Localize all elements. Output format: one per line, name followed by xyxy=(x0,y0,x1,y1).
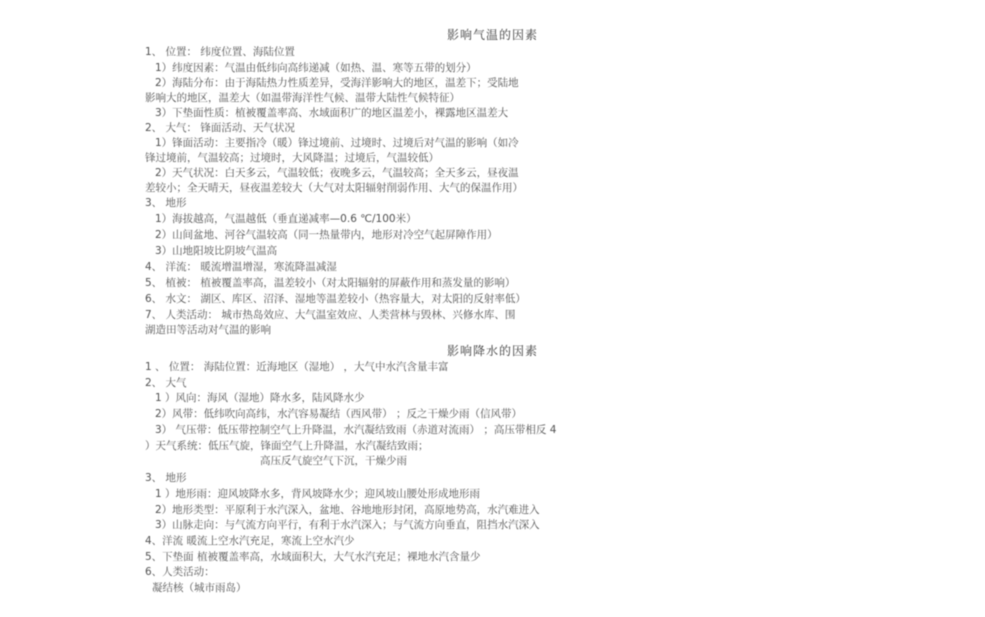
text-line: 差较小；全天晴天，昼夜温差较大（大气对太阳辐射削弱作用、大气的保温作用） xyxy=(145,182,523,194)
text-line: 1 ）地形雨：迎风坡降水多，背风坡降水少；迎风坡山腰处形成地形雨 xyxy=(155,488,481,500)
text-line: ）天气系统：低压气旋，锋面空气上升降温，水汽凝结致雨； xyxy=(145,440,429,452)
text-line: 1 、 位置： 海陆位置：近海地区（湿地） ，大气中水汽含量丰富 xyxy=(145,361,449,373)
text-line: 影响大的地区，温差大（如温带海洋性气候、温带大陆性气候特征） xyxy=(145,92,460,104)
text-line: 6、 水文： 湖区、库区、沼泽、湿地等温差较小（热容量大，对太阳的反射率低） xyxy=(145,293,526,305)
text-line: 1、 位置： 纬度位置、海陆位置 xyxy=(145,46,295,58)
text-line: 3）山脉走向：与气流方向平行，有利于水汽深入；与气流方向垂直，阻挡水汽深入 xyxy=(155,519,540,531)
text-line: 1 ）风向：海风（湿地）降水多，陆风降水少 xyxy=(155,392,365,404)
text-line: 3、 地形 xyxy=(145,197,187,209)
text-line: 2）海陆分布：由于海陆热力性质差异，受海洋影响大的地区，温差下；受陆地 xyxy=(155,77,519,89)
text-line: 4、 洋流： 暖流增温增湿，寒流降温减湿 xyxy=(145,261,337,273)
section-title-precipitation: 影响降水的因素 xyxy=(446,344,538,358)
text-line: 2）天气状况：白天多云，气温较低；夜晚多云，气温较高；全天多云，昼夜温 xyxy=(155,167,519,179)
text-line: 1）海拔越高，气温越低（垂直递减率—0.6 ℃/100米） xyxy=(155,213,417,225)
text-line: 4、洋流 暖流上空水汽充足，寒流上空水汽少 xyxy=(145,535,355,547)
text-line: 锋过境前，气温较高；过境时，大风降温；过境后，气温较低） xyxy=(145,152,439,164)
text-line: 1）纬度因素：气温由低纬向高纬递减（如热、温、寒等五带的划分） xyxy=(155,62,477,74)
text-line: 3）山地阳坡比阴坡气温高 xyxy=(155,245,278,257)
text-line: 湖造田等活动对气温的影响 xyxy=(145,324,271,336)
section-title-temperature: 影响气温的因素 xyxy=(446,28,538,42)
text-line: 2）地形类型：平原利于水汽深入，盆地、谷地地形封闭，高原地势高，水汽难进入 xyxy=(155,504,540,516)
text-line: 5、 植被： 植被覆盖率高，温差较小（对太阳辐射的屏蔽作用和蒸发量的影响） xyxy=(145,277,516,289)
text-line: 2、 大气： 锋面活动、天气状况 xyxy=(145,122,295,134)
text-line: 6、人类活动： xyxy=(145,566,215,578)
text-line: 3） 气压带：低压带控制空气上升降温，水汽凝结致雨（赤道对流雨） ；高压带相反 4 xyxy=(155,424,557,436)
text-line: 5、下垫面 植被覆盖率高，水域面积大，大气水汽充足；裸地水汽含量少 xyxy=(145,551,481,563)
text-line: 凝结核（城市雨岛） xyxy=(152,582,247,594)
text-line: 3、 地形 xyxy=(145,472,187,484)
text-line: 2）风带：低纬吹向高纬，水汽容易凝结（西风带） ；反之干燥少雨（信风带） xyxy=(155,408,523,420)
text-line: 高压反气旋空气下沉，干燥少雨 xyxy=(260,455,407,467)
text-line: 3）下垫面性质：植被覆盖率高、水域面积广的地区温差小，裸露地区温差大 xyxy=(155,107,509,119)
text-line: 1）锋面活动：主要指冷（暖）锋过境前、过境时、过境后对气温的影响（如冷 xyxy=(155,137,519,149)
text-line: 2）山间盆地、河谷气温较高（同一热量带内，地形对冷空气起屏障作用） xyxy=(155,229,498,241)
text-line: 2、 大气 xyxy=(145,377,187,389)
text-line: 7、 人类活动： 城市热岛效应、大气温室效应、人类营林与毁林、兴修水库、围 xyxy=(145,309,516,321)
